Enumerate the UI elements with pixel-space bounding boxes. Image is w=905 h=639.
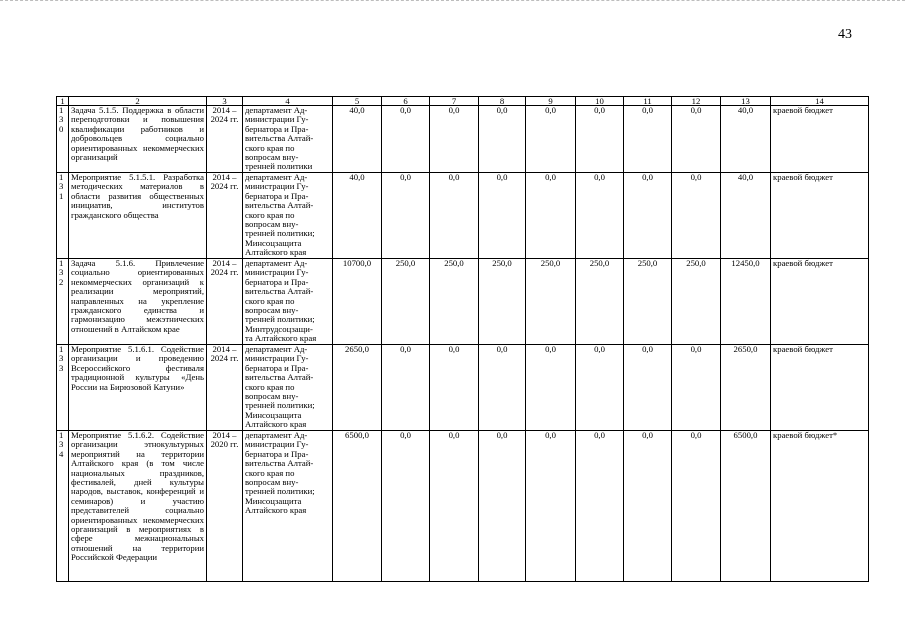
total-value: 6500,0: [333, 431, 382, 582]
total-value: 10700,0: [333, 259, 382, 345]
page-number: 43: [838, 27, 852, 42]
task-name: Мероприятие 5.1.6.1. Содействие организации и проведению Всероссийского фестиваля традиционной культуры «День России на Бирюзовой Катуни»: [69, 345, 207, 431]
year-value: 0,0: [576, 345, 624, 431]
table-row: [57, 106, 869, 173]
executor: департамент Ад- министрации Гу- бернатора и Пра- вительства Алтай- ского края по вопросам вну- тренней политики; Минсоцзащита Алтайского края: [243, 173, 333, 259]
row-number: 134: [57, 431, 69, 582]
scan-edge: [0, 0, 905, 6]
year-value: 250,0: [526, 259, 576, 345]
table-row: [57, 431, 869, 582]
year-value: 0,0: [672, 106, 721, 173]
row-number: 131: [57, 173, 69, 259]
funding-source: краевой бюджет: [771, 173, 869, 259]
year-value: 0,0: [430, 345, 479, 431]
year-value: 0,0: [576, 173, 624, 259]
year-value: 0,0: [382, 106, 430, 173]
column-header: 10: [576, 97, 624, 106]
last-value: 40,0: [721, 173, 771, 259]
year-value: 0,0: [624, 173, 672, 259]
year-value: 0,0: [382, 173, 430, 259]
column-header: 8: [479, 97, 526, 106]
column-header: 2: [69, 97, 207, 106]
period: 2014 – 2020 гг.: [207, 431, 243, 582]
executor: департамент Ад- министрации Гу- бернатора и Пра- вительства Алтай- ского края по вопросам вну- тренней политики; Минсоцзащита Алтайского края: [243, 345, 333, 431]
last-value: 2650,0: [721, 345, 771, 431]
funding-source: краевой бюджет: [771, 345, 869, 431]
period: 2014 – 2024 гг.: [207, 173, 243, 259]
column-header: 9: [526, 97, 576, 106]
period: 2014 – 2024 гг.: [207, 345, 243, 431]
funding-source: краевой бюджет: [771, 259, 869, 345]
row-number: 130: [57, 106, 69, 173]
table-row: [57, 345, 869, 431]
period: 2014 – 2024 гг.: [207, 106, 243, 173]
year-value: 0,0: [479, 173, 526, 259]
year-value: 0,0: [526, 345, 576, 431]
task-name: Мероприятие 5.1.5.1. Разработка методических материалов в области развития общественных инициатив, институтов гражданского общества: [69, 173, 207, 259]
total-value: 40,0: [333, 106, 382, 173]
column-header: 5: [333, 97, 382, 106]
executor: департамент Ад- министрации Гу- бернатора и Пра- вительства Алтай- ского края по вопросам вну- тренней политики; Минтрудсоцзащи- та Алтайского края: [243, 259, 333, 345]
column-header: 12: [672, 97, 721, 106]
year-value: 0,0: [382, 345, 430, 431]
funding-source: краевой бюджет: [771, 106, 869, 173]
year-value: 0,0: [526, 431, 576, 582]
period: 2014 – 2024 гг.: [207, 259, 243, 345]
column-header: 7: [430, 97, 479, 106]
year-value: 0,0: [624, 345, 672, 431]
table-row: [57, 173, 869, 259]
year-value: 0,0: [382, 431, 430, 582]
row-number: 133: [57, 345, 69, 431]
year-value: 0,0: [430, 431, 479, 582]
task-name: Задача 5.1.6. Привлечение социально ориентированных некоммерческих организаций к реализации мероприятий, направленных на укрепление гражданского единства и гармонизацию межэтнических отношений в Алтайском крае: [69, 259, 207, 345]
column-header: 3: [207, 97, 243, 106]
year-value: 0,0: [479, 431, 526, 582]
year-value: 0,0: [672, 173, 721, 259]
last-value: 40,0: [721, 106, 771, 173]
task-name: Мероприятие 5.1.6.2. Содействие организации этнокультурных мероприятий на территории Алтайского края (в том числе национальных праздников, фестивалей, дней культуры народов, выставок, конференций и семинаров) и участию представителей социально ориентированных некоммерческих организаций в мероприятиях в сфере межнациональных отношений на территории Российской Федерации: [69, 431, 207, 582]
year-value: 0,0: [576, 431, 624, 582]
year-value: 0,0: [576, 106, 624, 173]
row-number: 132: [57, 259, 69, 345]
column-header: 6: [382, 97, 430, 106]
year-value: 250,0: [382, 259, 430, 345]
year-value: 0,0: [430, 106, 479, 173]
executor: департамент Ад- министрации Гу- бернатора и Пра- вительства Алтай- ского края по вопросам вну- тренней политики; Минсоцзащита Алтайского края: [243, 431, 333, 582]
year-value: 0,0: [672, 431, 721, 582]
last-value: 6500,0: [721, 431, 771, 582]
year-value: 250,0: [479, 259, 526, 345]
column-header: 13: [721, 97, 771, 106]
header-row: [57, 97, 869, 106]
year-value: 0,0: [526, 173, 576, 259]
column-header: 11: [624, 97, 672, 106]
year-value: 0,0: [479, 345, 526, 431]
column-header: 4: [243, 97, 333, 106]
year-value: 250,0: [430, 259, 479, 345]
year-value: 250,0: [672, 259, 721, 345]
table-row: [57, 259, 869, 345]
year-value: 0,0: [526, 106, 576, 173]
task-name: Задача 5.1.5. Поддержка в области переподготовки и повышения квалификации работников и добровольцев социально ориентированных некоммерческих организаций: [69, 106, 207, 173]
year-value: 0,0: [624, 106, 672, 173]
executor: департамент Ад- министрации Гу- бернатора и Пра- вительства Алтай- ского края по вопросам вну- тренней политики: [243, 106, 333, 173]
total-value: 40,0: [333, 173, 382, 259]
column-header: 14: [771, 97, 869, 106]
year-value: 0,0: [430, 173, 479, 259]
year-value: 0,0: [624, 431, 672, 582]
funding-source: краевой бюджет*: [771, 431, 869, 582]
budget-table: [56, 96, 869, 582]
year-value: 250,0: [576, 259, 624, 345]
total-value: 2650,0: [333, 345, 382, 431]
last-value: 12450,0: [721, 259, 771, 345]
year-value: 250,0: [624, 259, 672, 345]
year-value: 0,0: [672, 345, 721, 431]
year-value: 0,0: [479, 106, 526, 173]
column-header: 1: [57, 97, 69, 106]
